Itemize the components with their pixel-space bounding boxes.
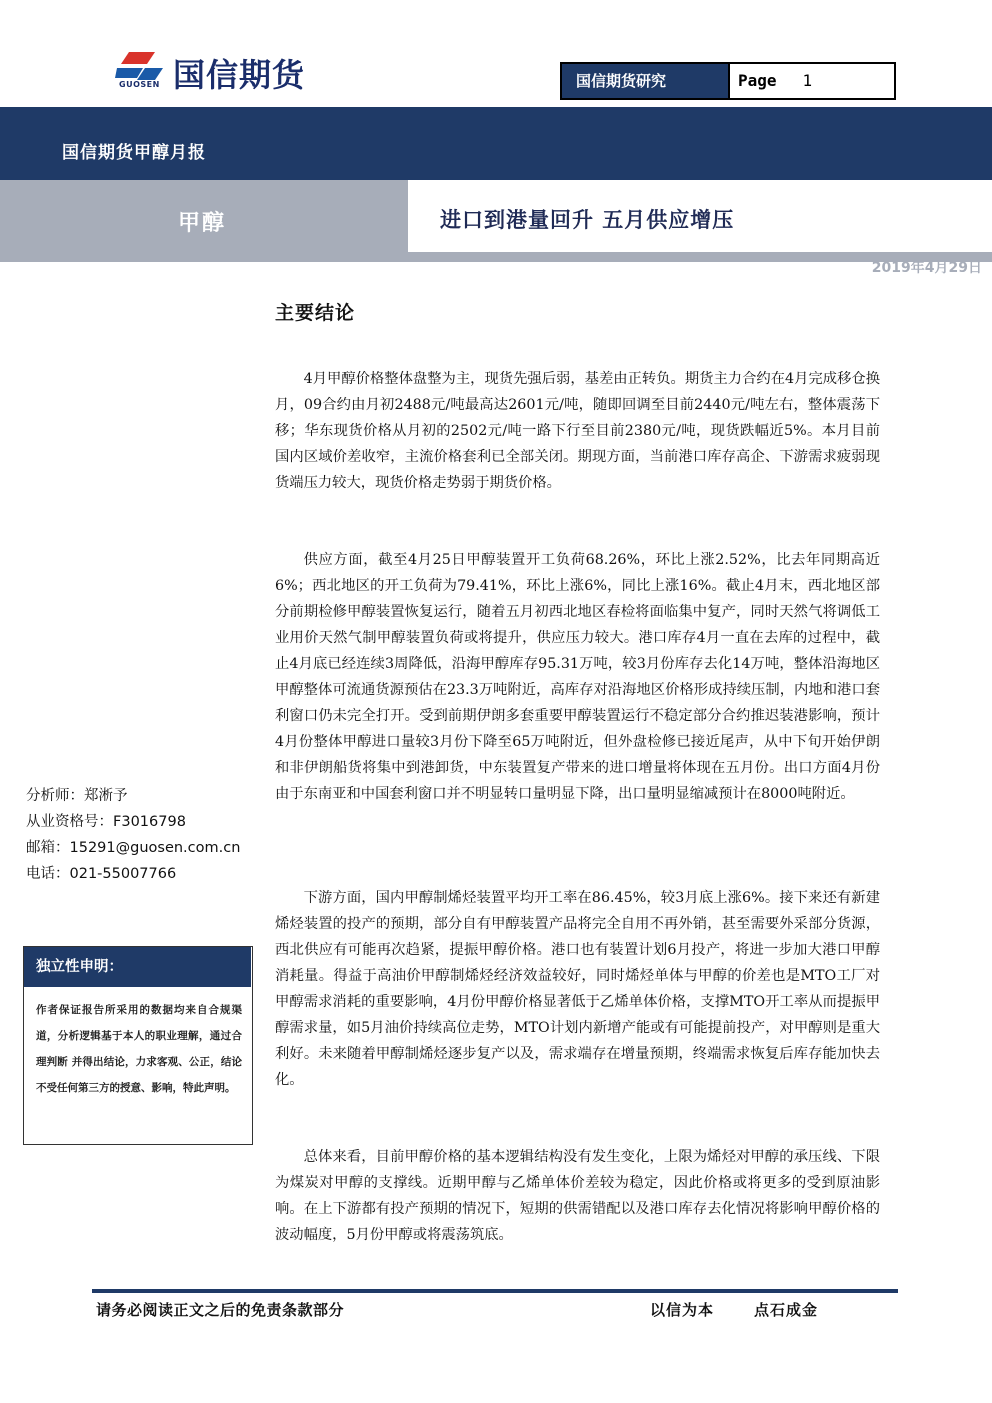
analyst-info [26, 783, 240, 887]
product-band [0, 180, 992, 262]
footer-divider [92, 1289, 898, 1293]
headline-box [408, 180, 992, 252]
page-indicator [728, 64, 894, 98]
research-label: 国信期货研究 [562, 64, 728, 98]
report-band [0, 107, 992, 180]
paragraph-summary: 总体来看，目前甲醇价格的基本逻辑结构没有发生变化，上限为烯烃对甲醇的承压线、下限为煤炭对甲醇的支撑线。近期甲醇与乙烯单体价差较为稳定，因此价格或将更多的受到原油影响。在上下游都有投产预期的情况下，短期的供需错配以及港口库存去化情况将影响甲醇价格的波动幅度，5月份甲醇或将震荡筑底。 [275, 1149, 880, 1243]
logo-subtext: GUOSEN [119, 80, 160, 89]
footer-slogan-1: 以信为本 [650, 1301, 715, 1319]
paragraph-price: 4月甲醇价格整体盘整为主，现货先强后弱，基差由正转负。期货主力合约在4月完成移仓换月，09合约由月初2488元/吨最高达2601元/吨，随即回调至目前2440元/吨左右，整体震荡下移；华东现货价格从月初的2502元/吨一路下行至目前2380元/吨，现货跌幅近5%。本月目前国内区域价差收窄，主流价格套利已全部关闭。期现方面，当前港口库存高企、下游需求疲弱现货端压力较大，现货价格走势弱于期货价格。 [275, 371, 880, 491]
independence-body: 作者保证报告所采用的数据均来自合规渠道，分析逻辑基于本人的职业理解，通过合理判断 并得出结论，力求客观、公正，结论不受任何第三方的授意、影响，特此声明。 [36, 1004, 242, 1094]
report-title: 国信期货甲醇月报 [62, 143, 206, 163]
analyst-name: 分析师：郑淅予 [26, 788, 128, 804]
logo-text: 国信期货 [173, 56, 306, 94]
footer-slogan-2: 点石成金 [754, 1301, 819, 1319]
report-date: 2019年4月29日 [871, 260, 982, 276]
paragraph-supply: 供应方面，截至4月25日甲醇装置开工负荷68.26%，环比上涨2.52%，比去年同期高近6%；西北地区的开工负荷为79.41%，环比上涨6%，同比上涨16%。截止4月末，西北地区部分前期检修甲醇装置恢复运行，随着五月初西北地区春检将面临集中复产，同时天然气将调低工业用价天然气制甲醇装置负荷或将提升，供应压力较大。港口库存4月一直在去库的过程中，截止4月底已经连续3周降低，沿海甲醇库存95.31万吨，较3月份库存去化14万吨，整体沿海地区甲醇整体可流通货源预估在23.3万吨附近，高库存对沿海地区价格形成持续压制，内地和港口套利窗口仍未完全打开。受到前期伊朗多套重要甲醇装置运行不稳定部分合约推迟装港影响，预计4月份整体甲醇进口量较3月份下降至65万吨附近，但外盘检修已接近尾声，从中下旬开始伊朗和非伊朗船货将集中到港卸货，中东装置复产带来的进口增量将体现在五月份。出口方面4月份由于东南亚和中国套利窗口并不明显转口量明显下降，出口量明显缩减预计在8000吨附近。 [275, 552, 880, 802]
independence-title: 独立性申明： [24, 947, 251, 987]
company-logo [115, 48, 355, 94]
analyst-email: 邮箱：15291@guosen.com.cn [26, 840, 241, 856]
page-number: 1 [802, 71, 813, 90]
footer-disclaimer: 请务必阅读正文之后的免责条款部分 [96, 1301, 345, 1319]
paragraph-downstream: 下游方面，国内甲醇制烯烃装置平均开工率在86.45%，较3月底上涨6%。接下来还有新建烯烃装置的投产的预期，部分自有甲醇装置产品将完全自用不再外销，甚至需要外采部分货源，西北供应有可能再次趋紧，提振甲醇价格。港口也有装置计划6月投产，将进一步加大港口甲醇消耗量。得益于高油价甲醇制烯烃经济效益较好，同时烯烃单体与甲醇的价差也是MTO工厂对甲醇需求消耗的重要影响，4月份甲醇价格显著低于乙烯单体价格，支撑MTO开工率从而提振甲醇需求量，如5月油价持续高位走势，MTO计划内新增产能或有可能提前投产，对甲醇则是重大利好。未来随着甲醇制烯烃逐步复产以及，需求端存在增量预期，终端需求恢复后库存能加快去化。 [275, 890, 880, 1088]
research-page-box [560, 62, 896, 100]
page-label: Page [738, 71, 777, 90]
headline: 进口到港量回升 五月供应增压 [440, 208, 735, 232]
analyst-license: 从业资格号：F3016798 [26, 814, 186, 830]
product-name: 甲醇 [178, 211, 227, 236]
analyst-phone: 电话：021-55007766 [26, 866, 177, 882]
section-title: 主要结论 [275, 302, 356, 324]
independence-statement [23, 946, 253, 1145]
